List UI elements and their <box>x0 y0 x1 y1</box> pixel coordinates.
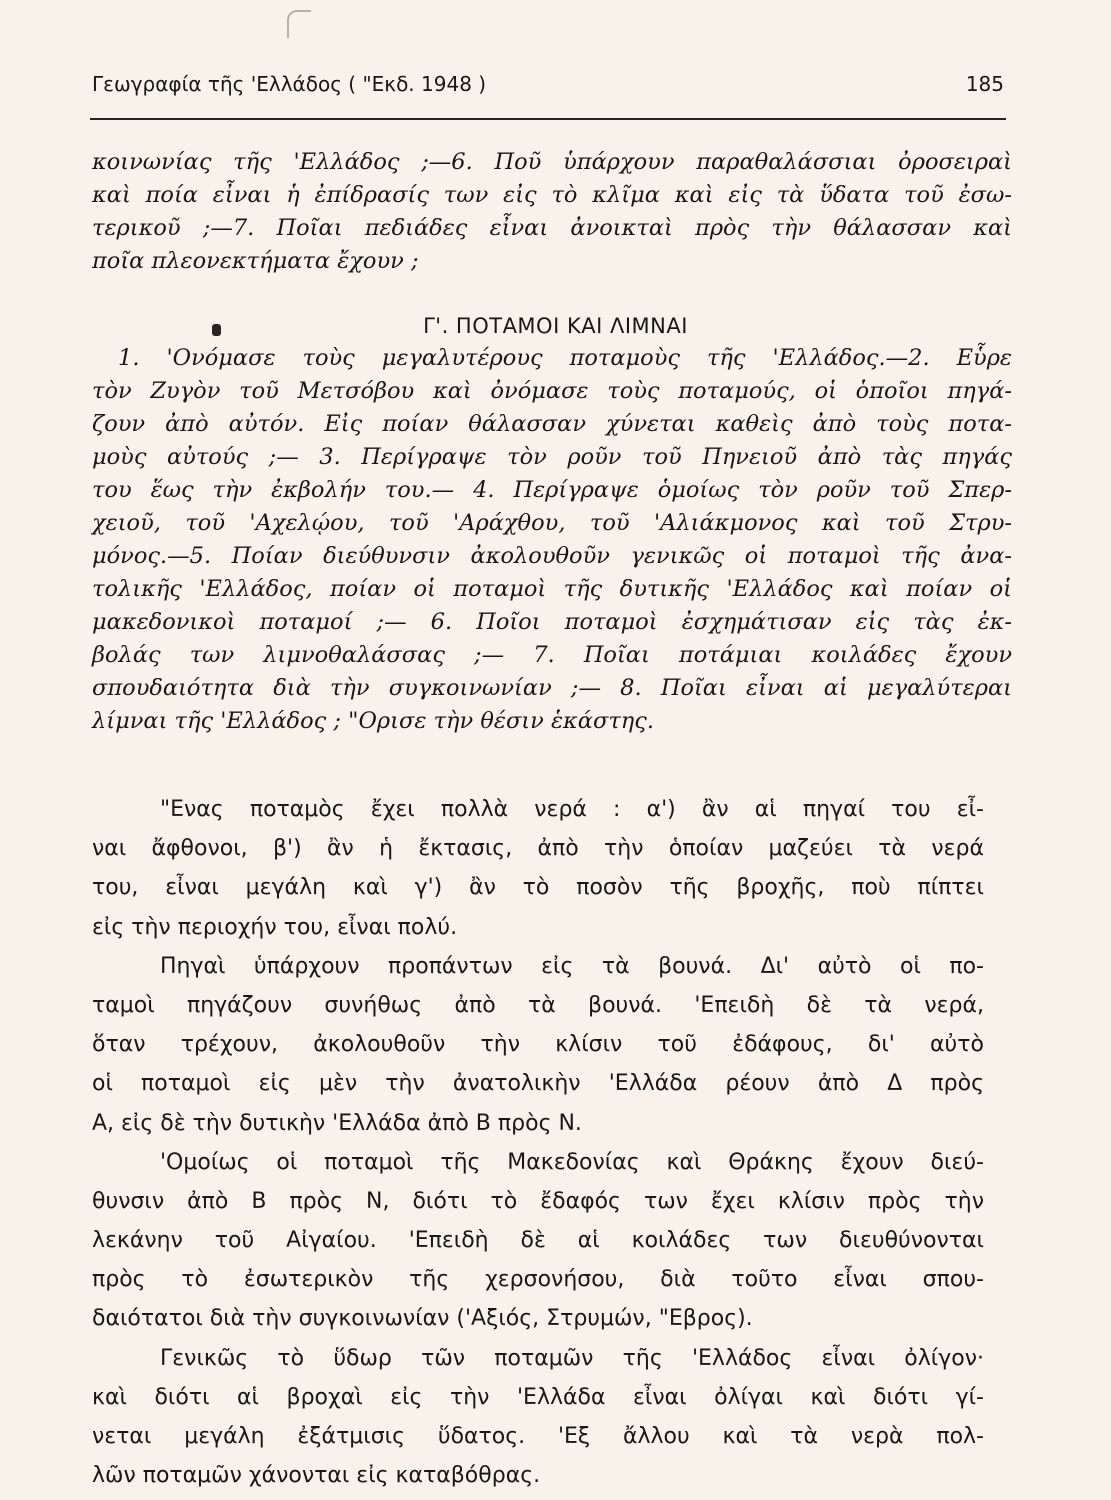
text-line: εἰς τὴν περιοχήν του, εἶναι πολύ. <box>92 914 458 940</box>
exercises-rivers <box>92 342 1012 738</box>
text-line: νεται μεγάλη ἐξάτμισις ὕδατος. 'Εξ ἄλλου καὶ τὰ νερὰ πολ- <box>92 1424 984 1449</box>
exercise-line: καὶ ποία εἶναι ἡ ἐπίδρασίς των εἰς τὸ κλῖμα καὶ εἰς τὰ ὕδατα τοῦ ἐσω- <box>92 182 1012 208</box>
exercise-line: μακεδονικοὶ ποταμοί ;— 6. Ποῖοι ποταμοὶ ἐσχημάτισαν εἰς τὰς ἐκ- <box>92 609 1012 635</box>
text-line: Α, εἰς δὲ τὴν δυτικὴν 'Ελλάδα ἀπὸ Β πρὸς Ν. <box>92 1110 582 1136</box>
ink-mark <box>287 10 311 38</box>
paragraph <box>92 1143 984 1339</box>
exercise-line: 1. 'Ονόμασε τοὺς μεγαλυτέρους ποταμοὺς τῆς 'Ελλάδος.—2. Εὗρε <box>118 345 1012 371</box>
exercise-line: τερικοῦ ;—7. Ποῖαι πεδιάδες εἶναι ἀνοικταὶ πρὸς τὴν θάλασσαν καὶ <box>92 215 1012 241</box>
text-line: θυνσιν ἀπὸ Β πρὸς Ν, διότι τὸ ἔδαφός των ἔχει κλίσιν πρὸς τὴν <box>92 1188 984 1214</box>
paragraph <box>92 947 984 1143</box>
section-heading: Γ'. ΠΟΤΑΜΟΙ ΚΑΙ ΛΙΜΝΑΙ <box>423 314 688 338</box>
exercise-line: του ἕως τὴν ἐκβολήν του.— 4. Περίγραψε ὁμοίως τὸν ροῦν τοῦ Σπερ- <box>92 477 1012 503</box>
running-header <box>92 72 1004 104</box>
text-line: 'Ομοίως οἱ ποταμοὶ τῆς Μακεδονίας καὶ Θράκης ἔχουν διεύ- <box>160 1149 984 1175</box>
exercise-line: τολικῆς 'Ελλάδος, ποίαν οἱ ποταμοὶ τῆς δυτικῆς 'Ελλάδος καὶ ποίαν οἱ <box>92 576 1012 602</box>
exercise-line: χειοῦ, τοῦ 'Αχελῴου, τοῦ 'Αράχθου, τοῦ 'Αλιάκμονος καὶ τοῦ Στρυ- <box>92 510 1012 536</box>
text-line: λεκάνην τοῦ Αἰγαίου. 'Επειδὴ δὲ αἱ κοιλάδες των διευθύνονται <box>92 1228 984 1254</box>
text-line: "Ενας ποταμὸς ἔχει πολλὰ νερά : α') ἂν αἱ πηγαί του εἶ- <box>160 797 984 822</box>
exercise-line: ζουν ἀπὸ αὐτόν. Εἰς ποίαν θάλασσαν χύνεται καθεὶς ἀπὸ τοὺς ποτα- <box>92 411 1012 437</box>
text-line: ταμοὶ πηγάζουν συνήθως ἀπὸ τὰ βουνά. 'Επειδὴ δὲ τὰ νερά, <box>92 992 984 1018</box>
header-title: Γεωγραφία τῆς 'Ελλάδος ( "Εκδ. 1948 ) <box>92 72 487 96</box>
body-text <box>92 790 984 1495</box>
paragraph <box>92 1339 984 1496</box>
exercise-line: ποῖα πλεονεκτήματα ἔχουν ; <box>92 248 419 274</box>
exercise-line: σπουδαιότητα διὰ τὴν συγκοινωνίαν ;— 8. Ποῖαι εἶναι αἱ μεγαλύτεραι <box>92 675 1012 701</box>
exercise-line: βολάς των λιμνοθαλάσσας ;— 7. Ποῖαι ποτάμιαι κοιλάδες ἔχουν <box>92 642 1012 668</box>
text-line: ναι ἄφθονοι, β') ἂν ἡ ἔκτασις, ἀπὸ τὴν ὁποίαν μαζεύει τὰ νερά <box>92 836 984 862</box>
page-number: 185 <box>965 72 1004 96</box>
text-line: δαιότατοι διὰ τὴν συγκοινωνίαν ('Αξιός, Στρυμών, "Εβρος). <box>92 1306 753 1332</box>
text-line: καὶ διότι αἱ βροχαὶ εἰς τὴν 'Ελλάδα εἶναι ὀλίγαι καὶ διότι γί- <box>92 1384 984 1410</box>
text-line: ὅταν τρέχουν, ἀκολουθοῦν τὴν κλίσιν τοῦ ἐδάφους, δι' αὐτὸ <box>92 1032 984 1058</box>
text-line: λῶν ποταμῶν χάνονται εἰς καταβόθρας. <box>92 1463 541 1489</box>
exercise-line: κοινωνίας τῆς 'Ελλάδος ;—6. Ποῦ ὑπάρχουν παραθαλάσσιαι ὀροσειραὶ <box>92 149 1012 175</box>
text-line: πρὸς τὸ ἐσωτερικὸν τῆς χερσονήσου, διὰ τοῦτο εἶναι σπου- <box>92 1267 984 1293</box>
text-line: Πηγαὶ ὑπάρχουν προπάντων εἰς τὰ βουνά. Δι' αὐτὸ οἱ πο- <box>160 953 984 979</box>
text-line: οἱ ποταμοὶ εἰς μὲν τὴν ἀνατολικὴν 'Ελλάδα ρέουν ἀπὸ Δ πρὸς <box>92 1071 984 1097</box>
paragraph <box>92 790 984 947</box>
exercise-line: μοὺς αὐτούς ;— 3. Περίγραψε τὸν ροῦν τοῦ Πηνειοῦ ἀπὸ τὰς πηγάς <box>92 444 1012 470</box>
exercise-line: μόνος.—5. Ποίαν διεύθυνσιν ἀκολουθοῦν γενικῶς οἱ ποταμοὶ τῆς ἀνα- <box>92 543 1012 569</box>
exercise-line: τὸν Ζυγὸν τοῦ Μετσόβου καὶ ὀνόμασε τοὺς ποταμούς, οἱ ὁποῖοι πηγά- <box>92 378 1012 404</box>
text-line: Γενικῶς τὸ ὕδωρ τῶν ποταμῶν τῆς 'Ελλάδος εἶναι ὀλίγον· <box>160 1345 984 1371</box>
exercise-line: λίμναι τῆς 'Ελλάδος ; "Ορισε τὴν θέσιν ἑκάστης. <box>92 708 655 734</box>
text-line: του, εἶναι μεγάλη καὶ γ') ἂν τὸ ποσὸν τῆς βροχῆς, ποὺ πίπτει <box>92 875 984 901</box>
header-rule <box>90 118 1006 120</box>
exercises-continued <box>92 146 1012 278</box>
